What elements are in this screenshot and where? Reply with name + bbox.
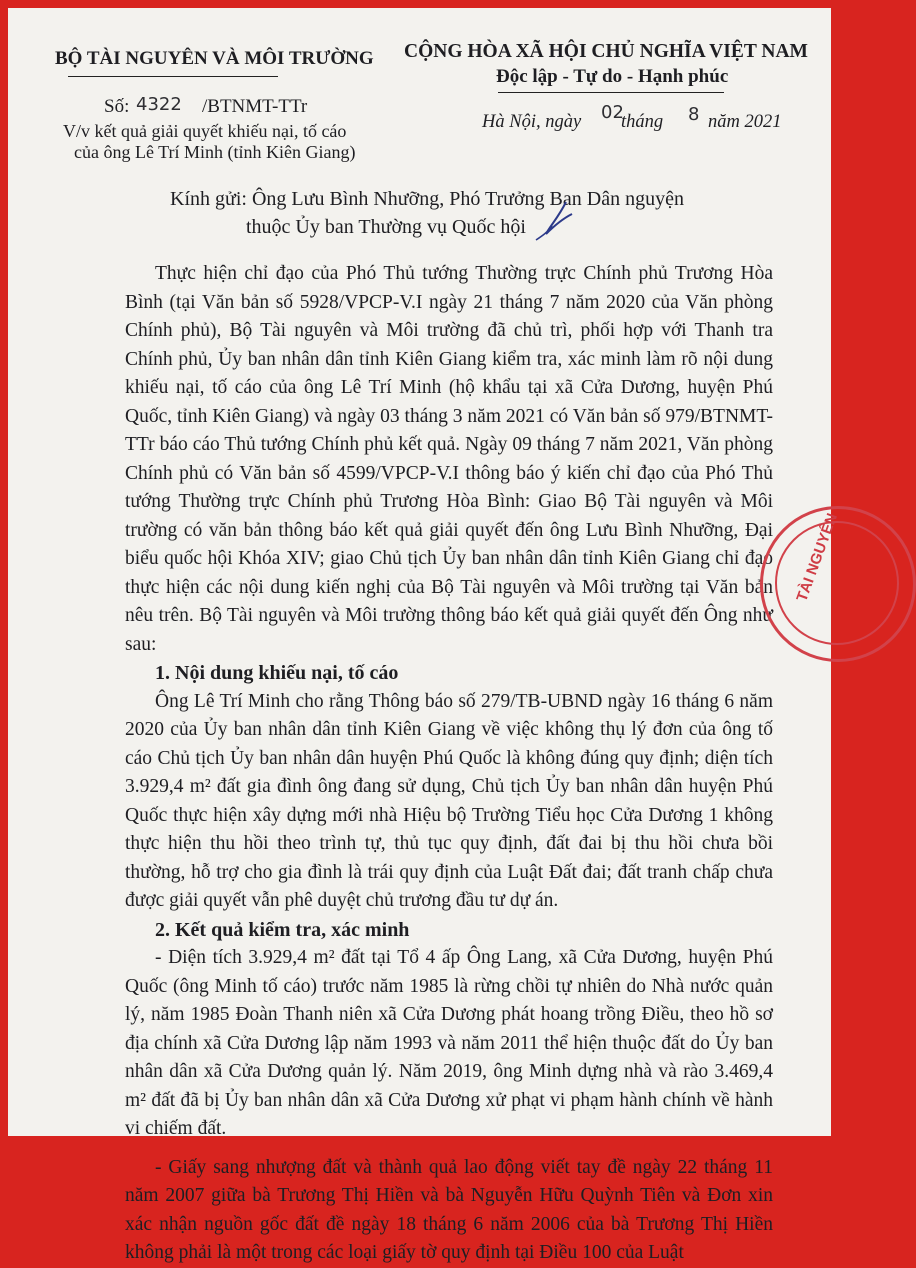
letter-body: [125, 260, 773, 1268]
pen-mark-icon: [528, 196, 588, 246]
section-2-paragraph-1: - Diện tích 3.929,4 m² đất tại Tổ 4 ấp Ông Lang, xã Cửa Dương, huyện Phú Quốc (ông Minh tố cáo) trước năm 1985 là rừng chồi tự nhiên do Nhà nước quản lý, năm 1985 Đoàn Thanh niên xã Cửa Dương phát hoang trồng Điều, theo hồ sơ địa chính xã Cửa Dương lập năm 1993 và năm 2011 thể hiện thuộc đất do Ủy ban nhân dân xã Cửa Dương quản lý. Năm 2019, ông Minh dựng nhà và rào 3.469,4 m² đất đã bị Ủy ban nhân dân xã Cửa Dương xử phạt vi phạm hành chính về hành vi chiếm đất.: [125, 947, 773, 1139]
recipient-line-1: Kính gửi: Ông Lưu Bình Nhưỡng, Phó Trưởng Ban Dân nguyện: [170, 188, 684, 210]
ministry-underline: [68, 76, 278, 77]
motto-underline: [498, 92, 724, 93]
section-1-paragraph: Ông Lê Trí Minh cho rằng Thông báo số 279/TB-UBND ngày 16 tháng 6 năm 2020 của Ủy ban nhân dân tỉnh Kiên Giang về việc không thụ lý đơn của ông tố cáo Chủ tịch Ủy ban nhân dân huyện Phú Quốc là không đúng quy định; diện tích 3.929,4 m² đất gia đình ông đang sử dụng, Chủ tịch Ủy ban nhân dân huyện Phú Quốc thực hiện xây dựng mới nhà Hiệu bộ Trường Tiểu học Cửa Dương 1 không thực hiện thu hồi theo trình tự, thủ tục quy định, đất đai bị thu hồi chưa bồi thường, hỗ trợ cho gia đình là trái quy định của Luật Đất đai; đất tranh chấp chưa được giải quyết vẫn phê duyệt chủ trương đầu tư dự án.: [125, 690, 773, 911]
date-place: Hà Nội, ngày: [482, 112, 582, 132]
date-year: năm 2021: [708, 112, 782, 132]
subject-line-1: V/v kết quả giải quyết khiếu nại, tố cáo: [63, 121, 347, 141]
document-number-suffix: /BTNMT-TTr: [202, 96, 308, 117]
document-page: [8, 8, 842, 1263]
date-month: 8: [688, 104, 700, 125]
section-2-paragraph-2: - Giấy sang nhượng đất và thành quả lao động viết tay đề ngày 22 tháng 11 năm 2007 giữa bà Trương Thị Hiền và bà Nguyễn Hữu Quỳnh Tiên và Đơn xin xác nhận nguồn gốc đất đề ngày 18 tháng 6 năm 2006 của bà Trương Thị Hiền không phải là một trong các loại giấy tờ quy định tại Điều 100 của Luật: [125, 1156, 773, 1263]
section-2-title: 2. Kết quả kiểm tra, xác minh: [155, 918, 410, 941]
official-seal: [760, 506, 916, 662]
intro-paragraph: Thực hiện chỉ đạo của Phó Thủ tướng Thường trực Chính phủ Trương Hòa Bình (tại Văn bản số 5928/VPCP-V.I ngày 21 tháng 7 năm 2020 của Văn phòng Chính phủ), Bộ Tài nguyên và Môi trường đã chủ trì, phối hợp với Thanh tra Chính phủ, Ủy ban nhân dân tỉnh Kiên Giang kiểm tra, xác minh làm rõ nội dung khiếu nại, tố cáo của ông Lê Trí Minh (hộ khẩu tại xã Cửa Dương, huyện Phú Quốc, tỉnh Kiên Giang) và ngày 03 tháng 3 năm 2021 có Văn bản số 979/BTNMT-TTr báo cáo Thủ tướng Chính phủ kết quả. Ngày 09 tháng 7 năm 2021, Văn phòng Chính phủ có Văn bản số 4599/VPCP-V.I thông báo ý kiến chỉ đạo của Phó Thủ tướng Thường trực Chính phủ Trương Hòa Bình: Giao Bộ Tài nguyên và Môi trường có văn bản thông báo kết quả giải quyết đến ông Lưu Bình Nhưỡng, Đại biểu quốc hội Khóa XIV; giao Chủ tịch Ủy ban nhân dân tỉnh Kiên Giang chỉ đạo thực hiện các nội dung kiến nghị của Bộ Tài nguyên và Môi trường tại Văn bản nêu trên. Bộ Tài nguyên và Môi trường thông báo kết quả giải quyết đến Ông như sau:: [125, 263, 773, 655]
ministry-name: BỘ TÀI NGUYÊN VÀ MÔI TRƯỜNG: [55, 48, 374, 69]
motto: Độc lập - Tự do - Hạnh phúc: [496, 66, 729, 87]
section-1-title: 1. Nội dung khiếu nại, tố cáo: [155, 662, 399, 684]
date-month-label: tháng: [621, 112, 664, 132]
document-number: 4322: [136, 94, 182, 115]
seal-text: TÀI NGUYÊN: [793, 511, 842, 604]
date-day: 02: [601, 102, 624, 123]
republic-title: CỘNG HÒA XÃ HỘI CHỦ NGHĨA VIỆT NAM: [404, 41, 808, 62]
seal-inner-ring: [775, 521, 899, 645]
recipient-line-2: thuộc Ủy ban Thường vụ Quốc hội: [246, 216, 526, 238]
document-number-label: Số:: [104, 96, 130, 117]
subject-line-2: của ông Lê Trí Minh (tỉnh Kiên Giang): [74, 142, 356, 162]
